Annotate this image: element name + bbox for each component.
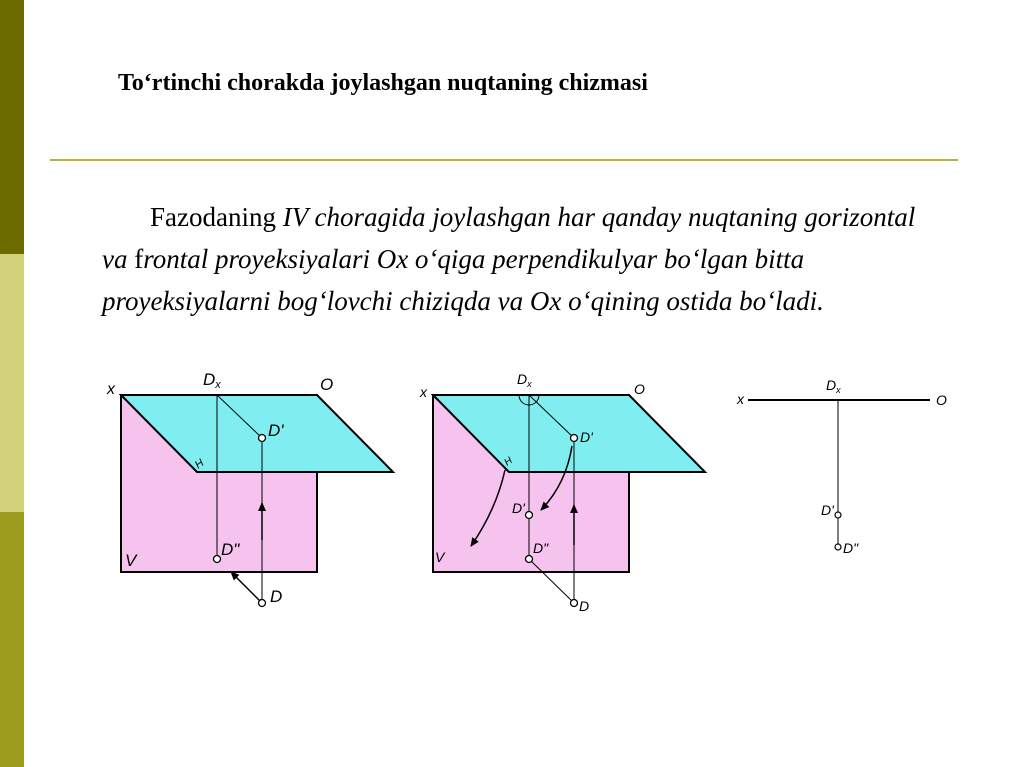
fig1-point-d1 (259, 435, 266, 442)
fig1-point-d2 (214, 556, 221, 563)
fig1-diag-arrow (231, 572, 262, 603)
fig2-label-d2: D" (533, 540, 549, 556)
fig3-point-d1 (835, 512, 841, 518)
fig2-point-d2 (526, 556, 533, 563)
fig1-label-d1: D' (268, 421, 284, 440)
fig3-label-d1: D' (821, 502, 834, 518)
paragraph-part-1: Fazodaning (150, 202, 283, 232)
fig1-label-dx: Dx (203, 370, 221, 391)
fig1-point-d (259, 600, 266, 607)
fig1-label-v: V (125, 551, 137, 570)
fig1-label-h: H (192, 457, 207, 472)
fig3-label-d2: D" (843, 540, 859, 556)
figure-2-rotation (419, 371, 705, 614)
fig3-label-x: x (737, 391, 744, 407)
fig1-label-d2: D" (221, 540, 240, 559)
paragraph-part-4: rontal proyeksiyalari Ox o‘qiga perpendikulyar bo‘lgan bitta proyeksiyalarni bog‘lovchi chiziqda va Ox o‘qining ostida bo‘ladi. (102, 244, 824, 316)
fig3-point-d2 (835, 544, 841, 550)
fig2-label-dx: $D_x$ (517, 371, 532, 389)
fig2-point-d1-rotated (526, 512, 533, 519)
fig2-label-d1-rotated: D' (512, 500, 525, 516)
fig2-point-d1 (571, 435, 578, 442)
fig3-label-o: O (936, 392, 947, 408)
figure-3-epure (736, 377, 947, 556)
fig2-label-o: O (634, 381, 645, 397)
fig1-label-o: O (320, 375, 334, 394)
paragraph-part-2: IV choragida joylashgan har qanday nuqtaning gorizontal va (102, 202, 916, 274)
slide-title: To‘rtinchi chorakda joylashgan nuqtaning chizmasi (118, 70, 648, 96)
fig2-label-h: H (502, 455, 515, 469)
fig1-label-d: D (270, 587, 283, 606)
fig2-point-d (571, 600, 578, 607)
fig3-label-dx: $D_x$ (826, 377, 841, 395)
fig2-label-v: V (435, 549, 445, 565)
paragraph-part-3: f (134, 244, 144, 274)
fig2-label-d1: D' (580, 429, 593, 445)
fig2-label-x: x (420, 384, 427, 400)
fig1-label-x: x (107, 381, 115, 398)
figure-1-pictorial (106, 370, 393, 607)
fig2-label-d: D (579, 598, 590, 614)
